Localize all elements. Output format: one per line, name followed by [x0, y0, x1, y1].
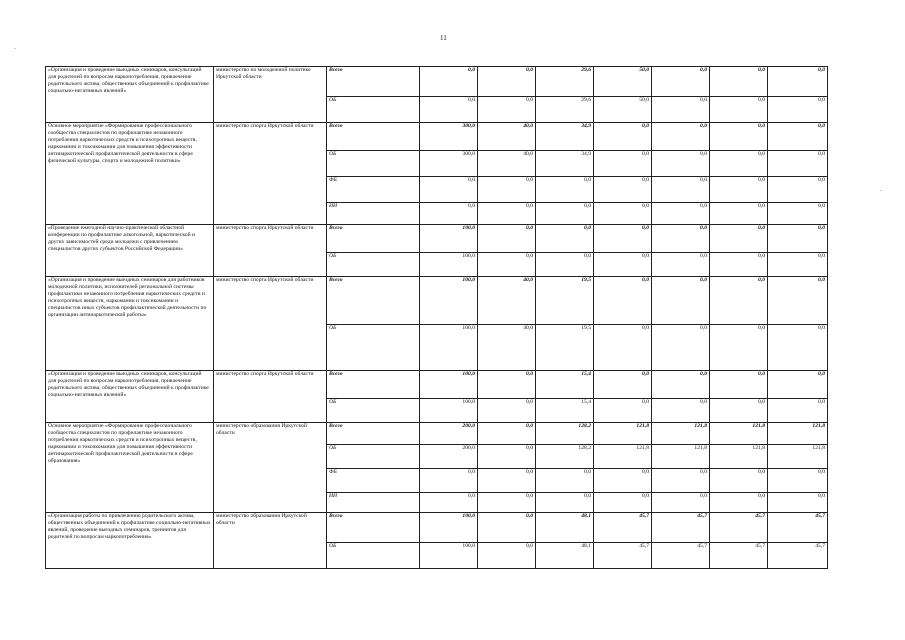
amount-cell: 100,0: [420, 399, 478, 423]
amount-cell: 0,0: [594, 203, 652, 225]
amount-cell: 0,0: [652, 277, 710, 325]
amount-cell: 121,8: [710, 423, 768, 445]
amount-cell: 0,0: [420, 469, 478, 493]
funding-source-cell: Всего: [327, 513, 420, 543]
amount-cell: 0,0: [652, 123, 710, 151]
amount-cell: 0,0: [536, 493, 594, 513]
amount-cell: 19,5: [536, 277, 594, 325]
amount-cell: 0,0: [478, 97, 536, 123]
amount-cell: 0,0: [420, 493, 478, 513]
funding-source-cell: ФБ: [327, 177, 420, 203]
amount-cell: 0,0: [594, 493, 652, 513]
amount-cell: 45,7: [768, 543, 828, 569]
amount-cell: 200,0: [420, 423, 478, 445]
amount-cell: 100,0: [420, 513, 478, 543]
amount-cell: 48,1: [536, 543, 594, 569]
amount-cell: 0,0: [652, 253, 710, 277]
funding-source-cell: Всего: [327, 225, 420, 253]
amount-cell: 0,0: [652, 469, 710, 493]
page-number: 11: [440, 34, 447, 42]
amount-cell: 0,0: [420, 67, 478, 97]
event-name-cell: «Проведение ежегодной научно-практической областной конференции по профилактике алкогольной, наркотической и других зависимостей среди молодежи с привлечением специалистов других субъектов Российской Федерации»: [46, 225, 214, 277]
amount-cell: 0,0: [478, 399, 536, 423]
funding-source-cell: ОБ: [327, 253, 420, 277]
funding-source-cell: ОБ: [327, 445, 420, 469]
amount-cell: 0,0: [478, 445, 536, 469]
amount-cell: 0,0: [652, 371, 710, 399]
table-row: [46, 123, 828, 151]
amount-cell: 0,0: [768, 253, 828, 277]
amount-cell: 15,4: [536, 399, 594, 423]
amount-cell: 0,0: [710, 67, 768, 97]
amount-cell: 0,0: [478, 177, 536, 203]
amount-cell: 45,7: [652, 543, 710, 569]
amount-cell: 0,0: [652, 225, 710, 253]
amount-cell: 0,0: [594, 277, 652, 325]
amount-cell: 100,0: [420, 543, 478, 569]
amount-cell: 0,0: [768, 123, 828, 151]
amount-cell: 0,0: [594, 225, 652, 253]
amount-cell: 121,8: [594, 423, 652, 445]
amount-cell: 15,4: [536, 371, 594, 399]
funding-source-cell: ИИ: [327, 493, 420, 513]
amount-cell: 0,0: [594, 325, 652, 371]
amount-cell: 0,0: [536, 469, 594, 493]
amount-cell: 0,0: [652, 151, 710, 177]
budget-table: [45, 66, 828, 569]
amount-cell: 48,1: [536, 513, 594, 543]
amount-cell: 0,0: [478, 371, 536, 399]
amount-cell: 0,0: [420, 203, 478, 225]
amount-cell: 0,0: [594, 371, 652, 399]
amount-cell: 121,8: [768, 445, 828, 469]
amount-cell: 0,0: [594, 399, 652, 423]
funding-source-cell: Всего: [327, 123, 420, 151]
amount-cell: 0,0: [478, 543, 536, 569]
amount-cell: 100,0: [420, 325, 478, 371]
event-name-cell: «Организация работы по привлечению родительского актива, общественных объединений к профилактике социально-негативных явлений, проведение выездных семинаров, тренингов для родителей по вопросам наркопотребления»: [46, 513, 214, 569]
amount-cell: 0,0: [768, 399, 828, 423]
amount-cell: 0,0: [420, 97, 478, 123]
amount-cell: 0,0: [536, 225, 594, 253]
funding-source-cell: Всего: [327, 277, 420, 325]
amount-cell: 0,0: [536, 177, 594, 203]
funding-source-cell: ОБ: [327, 97, 420, 123]
table-row: [46, 225, 828, 253]
amount-cell: 100,0: [420, 277, 478, 325]
amount-cell: 128,2: [536, 423, 594, 445]
funding-source-cell: Всего: [327, 371, 420, 399]
amount-cell: 0,0: [594, 177, 652, 203]
amount-cell: 40,0: [478, 151, 536, 177]
amount-cell: 121,8: [710, 445, 768, 469]
amount-cell: 50,0: [594, 67, 652, 97]
amount-cell: 0,0: [652, 67, 710, 97]
amount-cell: 0,0: [478, 253, 536, 277]
amount-cell: 0,0: [710, 203, 768, 225]
amount-cell: 0,0: [710, 277, 768, 325]
amount-cell: 0,0: [768, 371, 828, 399]
executor-cell: министерство спорта Иркутской области: [214, 277, 327, 371]
amount-cell: 0,0: [710, 225, 768, 253]
table-row: [46, 423, 828, 445]
amount-cell: 200,0: [420, 445, 478, 469]
amount-cell: 0,0: [768, 203, 828, 225]
amount-cell: 0,0: [768, 177, 828, 203]
amount-cell: 0,0: [652, 325, 710, 371]
amount-cell: 45,7: [710, 543, 768, 569]
amount-cell: 0,0: [710, 177, 768, 203]
event-name-cell: «Организация и проведение выездных семинаров, консультаций для родителей по вопросам наркопотребления, привлечение родительского актива, общественных объединений к профилактике социально-негативных явлений»: [46, 371, 214, 423]
amount-cell: 0,0: [768, 225, 828, 253]
amount-cell: 29,6: [536, 67, 594, 97]
amount-cell: 0,0: [536, 203, 594, 225]
event-name-cell: Основное мероприятие «Формирование профессионального сообщества специалистов по профилактике незаконного потребления наркотических средств и психотропных веществ, наркомании и токсикомании для повышения эффективности антинаркотической профилактической деятельности в сфере физической культуры, спорта и молодежной политики»: [46, 123, 214, 225]
table-row: [46, 513, 828, 543]
table-row: [46, 371, 828, 399]
amount-cell: 0,0: [478, 203, 536, 225]
amount-cell: 45,7: [594, 543, 652, 569]
amount-cell: 300,0: [420, 151, 478, 177]
funding-source-cell: ОБ: [327, 325, 420, 371]
funding-source-cell: ОБ: [327, 399, 420, 423]
executor-cell: министерство спорта Иркутской области: [214, 225, 327, 277]
amount-cell: 0,0: [478, 225, 536, 253]
amount-cell: 300,0: [420, 123, 478, 151]
amount-cell: 50,0: [594, 97, 652, 123]
amount-cell: 40,0: [478, 123, 536, 151]
amount-cell: 0,0: [768, 493, 828, 513]
executor-cell: министерство спорта Иркутской области: [214, 123, 327, 225]
funding-source-cell: ОБ: [327, 151, 420, 177]
amount-cell: 0,0: [652, 97, 710, 123]
amount-cell: 0,0: [420, 177, 478, 203]
right-margin-mark: -: [880, 188, 882, 194]
executor-cell: министерство спорта Иркутской области: [214, 371, 327, 423]
amount-cell: 45,7: [594, 513, 652, 543]
amount-cell: 0,0: [478, 423, 536, 445]
amount-cell: 45,7: [710, 513, 768, 543]
amount-cell: 0,0: [594, 151, 652, 177]
funding-source-cell: ФБ: [327, 469, 420, 493]
amount-cell: 0,0: [710, 325, 768, 371]
funding-source-cell: Всего: [327, 423, 420, 445]
amount-cell: 0,0: [768, 325, 828, 371]
amount-cell: 19,5: [536, 325, 594, 371]
amount-cell: 0,0: [768, 97, 828, 123]
amount-cell: 0,0: [768, 151, 828, 177]
amount-cell: 40,0: [478, 325, 536, 371]
funding-source-cell: ИИ: [327, 203, 420, 225]
amount-cell: 0,0: [710, 371, 768, 399]
amount-cell: 0,0: [652, 399, 710, 423]
amount-cell: 121,8: [594, 445, 652, 469]
amount-cell: 0,0: [594, 469, 652, 493]
amount-cell: 45,7: [768, 513, 828, 543]
funding-source-cell: ОБ: [327, 543, 420, 569]
amount-cell: 0,0: [710, 399, 768, 423]
event-name-cell: Основное мероприятие «Формирование профессионального сообщества специалистов по профилактике незаконного потребления наркотических средств и психотропных веществ, наркомании и токсикомании для повышения эффективности антинаркотической профилактической деятельности в сфере образования»: [46, 423, 214, 513]
amount-cell: 0,0: [652, 177, 710, 203]
amount-cell: 0,0: [768, 469, 828, 493]
amount-cell: 0,0: [710, 469, 768, 493]
amount-cell: 100,0: [420, 371, 478, 399]
amount-cell: 0,0: [478, 469, 536, 493]
amount-cell: 0,0: [478, 493, 536, 513]
amount-cell: 0,0: [710, 123, 768, 151]
event-name-cell: «Организация и проведение выездных семинаров для работников молодежной политики, исполнителей региональной системы профилактики незаконного потребления наркотических средств и психотропных веществ, наркомании и токсикомании и специалистов иных субъектов профилактической деятельности по организации антинаркотической работы»: [46, 277, 214, 371]
amount-cell: 0,0: [536, 253, 594, 277]
amount-cell: 0,0: [710, 151, 768, 177]
amount-cell: 0,0: [710, 97, 768, 123]
amount-cell: 34,9: [536, 123, 594, 151]
amount-cell: 40,0: [478, 277, 536, 325]
executor-cell: министерство образования Иркутской области: [214, 423, 327, 513]
executor-cell: министерство по молодежной политике Иркутской области: [214, 67, 327, 123]
executor-cell: министерство образования Иркутской области: [214, 513, 327, 569]
funding-source-cell: Всего: [327, 67, 420, 97]
amount-cell: 0,0: [768, 277, 828, 325]
amount-cell: 121,8: [652, 445, 710, 469]
amount-cell: 0,0: [594, 253, 652, 277]
amount-cell: 0,0: [710, 253, 768, 277]
amount-cell: 0,0: [652, 203, 710, 225]
amount-cell: 29,6: [536, 97, 594, 123]
amount-cell: 0,0: [710, 493, 768, 513]
table-row: [46, 67, 828, 97]
amount-cell: 0,0: [594, 123, 652, 151]
amount-cell: 100,0: [420, 225, 478, 253]
amount-cell: 34,9: [536, 151, 594, 177]
amount-cell: 128,2: [536, 445, 594, 469]
event-name-cell: «Организация и проведение выездных семинаров, консультаций для родителей по вопросам наркопотребления, привлечение родительского актива, общественных объединений к профилактике социально-негативных явлений»: [46, 67, 214, 123]
amount-cell: 121,8: [652, 423, 710, 445]
table-row: [46, 277, 828, 325]
amount-cell: 100,0: [420, 253, 478, 277]
left-margin-mark: -: [14, 46, 16, 52]
table-body: [46, 67, 828, 569]
amount-cell: 0,0: [768, 67, 828, 97]
amount-cell: 0,0: [478, 513, 536, 543]
amount-cell: 45,7: [652, 513, 710, 543]
amount-cell: 0,0: [478, 67, 536, 97]
amount-cell: 121,8: [768, 423, 828, 445]
amount-cell: 0,0: [652, 493, 710, 513]
